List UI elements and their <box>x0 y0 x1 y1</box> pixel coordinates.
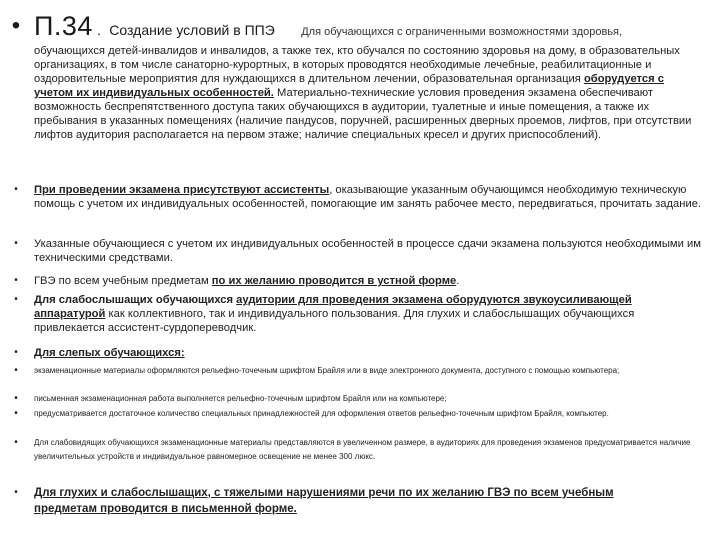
page-title <box>34 11 622 42</box>
lowvision-item <box>34 436 704 463</box>
oral-paragraph <box>34 274 704 288</box>
section-dot: . <box>96 22 101 38</box>
emphasis-text: оборудуется с учетом их индивидуальных особенностей. <box>34 73 664 99</box>
text-run: Материально-технические условия проведения экзамена обеспечивают возможность беспрепятственного доступа таких обучающихся в аудитории, туалетные и иные помещения, а также их пребывания в указанных помещениях (наличие пандусов, поручней, расширенных дверных проемов, лифтов, при отсутствии лифтов аудитория располагается на первом этаже; наличие специальных кресел и других приспособлений). <box>34 87 692 141</box>
blind-item-2 <box>34 392 704 406</box>
section-subtitle: Для обучающихся с ограниченными возможностями здоровья, <box>301 26 623 38</box>
written-paragraph <box>34 486 674 517</box>
text-run: письменная экзаменационная работа выполняется рельефно-точечным шрифтом Брайля или на компьютере; <box>34 394 447 403</box>
hearing-paragraph <box>34 293 704 335</box>
section-title: Создание условий в ППЭ <box>109 22 275 38</box>
text-run: как коллективного, так и индивидуального пользования. Для глухих и слабослышащих обучающихся привлекается ассистент-сурдопереводчик. <box>34 308 635 334</box>
text-run: предусматривается достаточное количество специальных принадлежностей для оформления ответов рельефно-точечным шрифтом Брайля, компьютер. <box>34 409 609 418</box>
emphasis-text: При проведении экзамена присутствуют ассистенты <box>34 184 330 196</box>
text-run: Указанные обучающиеся с учетом их индивидуальных особенностей в процессе сдачи экзамена пользуются необходимыми им техническими средствами. <box>34 238 701 264</box>
text-run: ГВЭ по всем учебным предметам <box>34 275 212 287</box>
bullet-marker: • <box>14 275 18 286</box>
emphasis-text: по их желанию проводится в устной форме <box>211 275 457 287</box>
bullet-marker: • <box>14 437 18 448</box>
bullet-marker: • <box>14 294 18 305</box>
text-run: обучающихся детей-инвалидов и инвалидов, а также тех, кто обучался по состоянию здоровья на дому, в образовательных организациях, в том числе санаторно-курортных, в которых проводятся необходимые лечебные, реабилитационные и оздоровительные мероприятия для нуждающихся в длительном лечении, образовательная организация <box>34 45 680 85</box>
text-run: экзаменационные материалы оформляются рельефно-точечным шрифтом Брайля или в виде электронного документа, доступного с помощью компьютера; <box>34 366 620 375</box>
emphasis-text: Для глухих и слабослышащих, с тяжелыми нарушениями речи по их желанию ГВЭ по всем учебным предметам проводится в письменной форме. <box>34 487 614 515</box>
bullet-marker: • <box>14 393 18 404</box>
bullet-marker: • <box>14 365 18 376</box>
blind-heading <box>34 346 704 360</box>
emphasis-text: Для слабослышащих обучающихся <box>34 294 237 306</box>
bullet-marker: • <box>14 347 18 358</box>
text-run: , оказывающие указанным обучающимся необходимую техническую помощь с учетом их индивидуальных особенностей, помогающие им занять рабочее место, передвигаться, прочитать задание. <box>34 184 702 210</box>
text-run: . <box>456 275 460 287</box>
bullet-marker: • <box>14 238 18 249</box>
intro-paragraph <box>34 44 704 142</box>
section-code: П.34 <box>34 11 93 41</box>
bullet-marker: • <box>11 12 21 39</box>
tech-paragraph <box>34 237 704 265</box>
emphasis-text: аудитории для проведения экзамена оборудуются звукоусиливающей аппаратурой <box>34 294 632 320</box>
blind-item-3 <box>34 407 704 421</box>
text-run: Для слабовидящих обучающихся экзаменационные материалы представляются в увеличенном размере, в аудиториях для проведения экзаменов предусматривается наличие увеличительных устройств и индивидуальное равномерное освещение не менее 300 люкс. <box>34 438 691 461</box>
bullet-marker: • <box>14 487 18 498</box>
emphasis-text: Для слепых обучающихся: <box>34 347 185 359</box>
bullet-marker: • <box>14 408 18 419</box>
assistants-paragraph <box>34 183 704 211</box>
bullet-marker: • <box>14 184 18 195</box>
blind-item-1 <box>34 364 704 378</box>
